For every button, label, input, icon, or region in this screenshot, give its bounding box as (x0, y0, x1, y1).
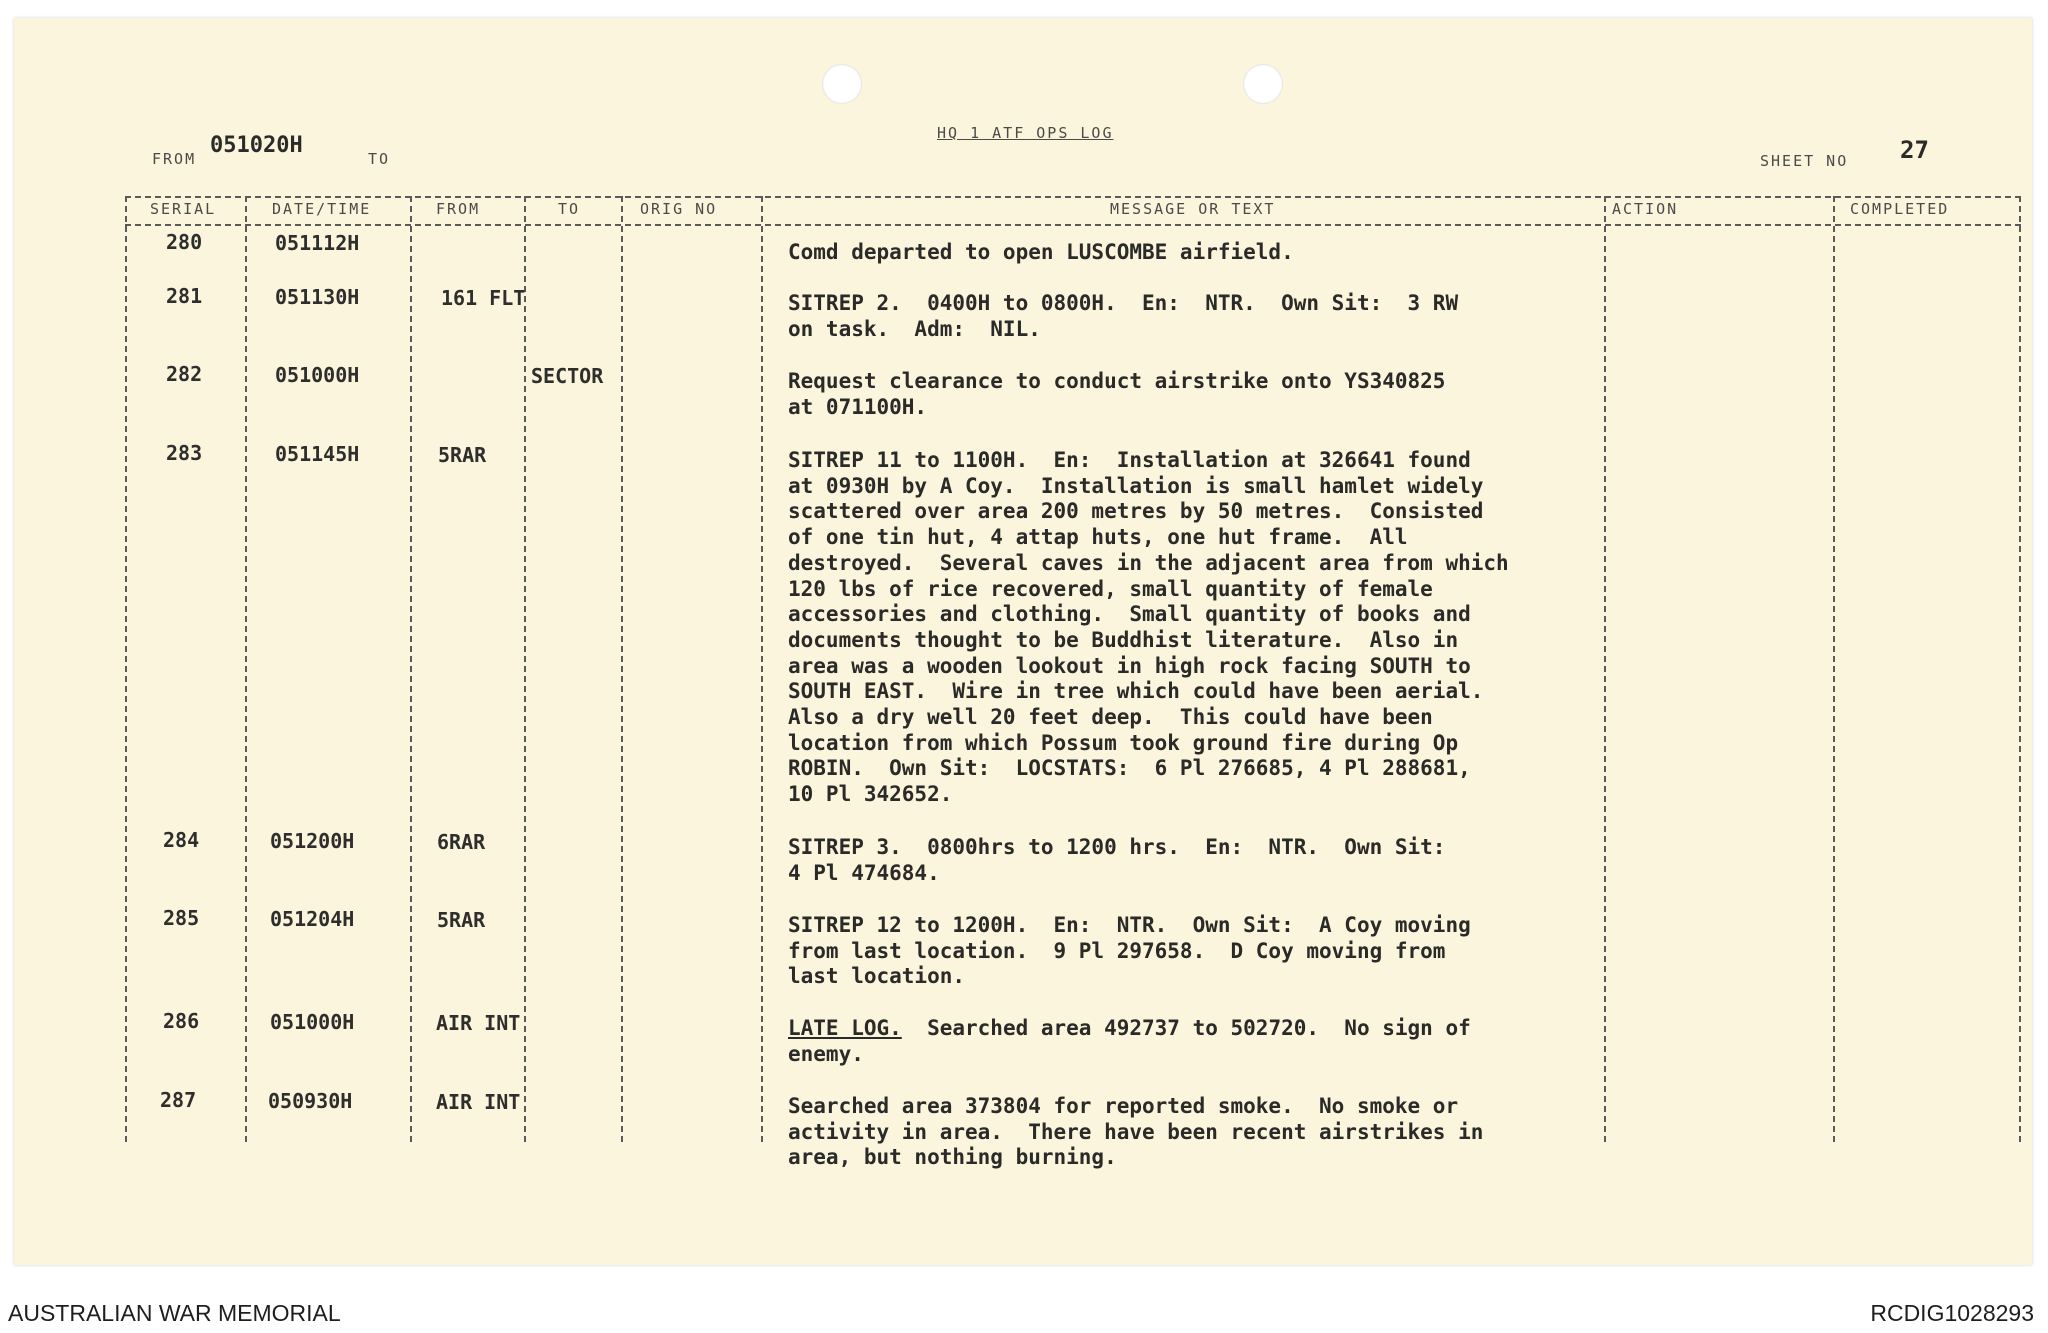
to-label: TO (368, 150, 391, 168)
from-label: FROM (152, 150, 197, 168)
row-serial: 281 (166, 284, 203, 308)
row-datetime: 051000H (275, 363, 360, 387)
archive-credit: AUSTRALIAN WAR MEMORIAL (8, 1300, 341, 1326)
col-rule-2 (410, 196, 412, 1142)
row-datetime: 051112H (275, 231, 360, 255)
row-message: SITREP 12 to 1200H. En: NTR. Own Sit: A Coy moving from last location. 9 Pl 297658. D Coy moving from last location. (788, 913, 1471, 989)
row-datetime: 050930H (268, 1089, 353, 1113)
sheet-label: SHEET NO (1760, 152, 1849, 170)
row-from: 161 FLT (441, 286, 526, 310)
row-from: 6RAR (437, 830, 486, 854)
from-value: 051020H (210, 133, 303, 158)
col-from: FROM (436, 200, 481, 218)
row-serial: 287 (160, 1088, 197, 1112)
row-serial: 284 (163, 828, 200, 852)
row-message: SITREP 2. 0400H to 0800H. En: NTR. Own Sit: 3 RW on task. Adm: NIL. (788, 291, 1459, 341)
col-rule-4 (621, 196, 623, 1142)
col-datetime: DATE/TIME (272, 200, 372, 218)
punch-hole-left (822, 64, 862, 104)
col-rule-0 (125, 196, 127, 1142)
col-rule-7 (1833, 196, 1835, 1142)
log-title: HQ 1 ATF OPS LOG (937, 124, 1114, 142)
archive-id: RCDIG1028293 (1870, 1300, 2034, 1326)
row-from: AIR INT (436, 1090, 521, 1114)
col-completed: COMPLETED (1850, 200, 1950, 218)
row-message: Comd departed to open LUSCOMBE airfield. (788, 240, 1294, 264)
row-datetime: 051200H (270, 829, 355, 853)
punch-hole-right (1243, 64, 1283, 104)
col-rule-3 (524, 196, 526, 1142)
col-rule-1 (245, 196, 247, 1142)
row-datetime: 051130H (275, 285, 360, 309)
row-message: Searched area 373804 for reported smoke. No smoke or activity in area. There have been recent airstrikes in area, but nothing burning. (788, 1094, 1484, 1170)
row-serial: 282 (166, 362, 203, 386)
row-from: 5RAR (438, 443, 487, 467)
row-serial: 285 (163, 906, 200, 930)
col-to: TO (558, 200, 581, 218)
col-orig-no: ORIG NO (640, 200, 718, 218)
row-serial: 280 (166, 230, 203, 254)
row-serial: 286 (163, 1009, 200, 1033)
col-rule-5 (761, 196, 763, 1142)
late-log-label: LATE LOG. (788, 1016, 902, 1040)
col-rule-8 (2019, 196, 2021, 1142)
row-from: 5RAR (437, 908, 486, 932)
row-message: Request clearance to conduct airstrike onto YS340825 at 071100H. (788, 369, 1446, 419)
row-datetime: 051145H (275, 442, 360, 466)
row-message: SITREP 11 to 1100H. En: Installation at 326641 found at 0930H by A Coy. Installation is small hamlet widely scattered over area 200 metres by 50 metres. Consisted of one tin hut, 4 attap huts, one hut frame. All destroyed. Several caves in the adjacent area from which 120 lbs of rice recovered, small quantity of female accessories and clothing. Small quantity of books and documents thought to be Buddhist literature. Also in area was a wooden lookout in high rock facing SOUTH to SOUTH EAST. Wire in tree which could have been aerial. Also a dry well 20 feet deep. This could have been location from which Possum took ground fire during Op ROBIN. Own Sit: LOCSTATS: 6 Pl 276685, 4 Pl 288681, 10 Pl 342652. (788, 448, 1509, 807)
row-message-text: Searched area 492737 to 502720. No sign of enemy. (788, 1016, 1471, 1066)
row-message (788, 1016, 1668, 1067)
sheet-number: 27 (1900, 136, 1929, 164)
row-serial: 283 (166, 441, 203, 465)
row-datetime: 051204H (270, 907, 355, 931)
row-from: AIR INT (436, 1011, 521, 1035)
row-to: SECTOR (531, 364, 604, 388)
col-serial: SERIAL (150, 200, 217, 218)
row-datetime: 051000H (270, 1010, 355, 1034)
col-action: ACTION (1612, 200, 1679, 218)
row-message: SITREP 3. 0800hrs to 1200 hrs. En: NTR. Own Sit: 4 Pl 474684. (788, 835, 1446, 885)
col-message: MESSAGE OR TEXT (1110, 200, 1276, 218)
